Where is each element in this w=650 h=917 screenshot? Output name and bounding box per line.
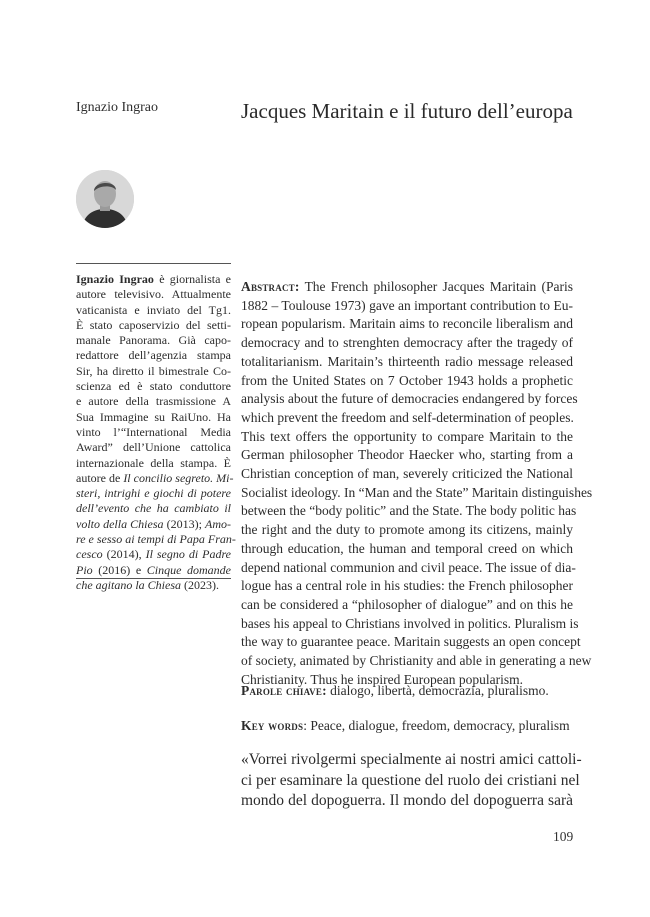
abstract-line: of society, animated by Christianity and able in generating a new (241, 653, 592, 669)
abstract-line: logue has a central role in his studies: the French philosopher (241, 578, 573, 594)
bio-line: vaticanista e inviato del Tg1. (76, 302, 231, 317)
abstract-line: Abstract: The French philosopher Jacques Maritain (Paris (241, 279, 573, 294)
bio-line: Award” dell’Unione cattolica (76, 440, 231, 455)
bio-bottom-rule (76, 578, 231, 579)
bio-line: autore de Il concilio segreto. Mi- (76, 470, 234, 485)
abstract-line: depend national communion and civil peace. The issue of dia- (241, 559, 576, 575)
bio-line: dell’evento che ha cambiato il (76, 501, 231, 516)
bio-line: È stato caposervizio del setti- (76, 317, 231, 332)
page-number: 109 (553, 829, 574, 844)
bio-line: internazionale della stampa. È (76, 455, 231, 470)
bio-line: scienza ed è stato conduttore (76, 379, 231, 394)
abstract-line: through education, the human and temporal creed on which (241, 540, 573, 556)
author-bio (76, 272, 236, 593)
abstract-line: which prevent the freedom and self-determination of peoples. (241, 409, 574, 425)
bio-line: Pio (2016) e Cinque domande (76, 562, 231, 577)
keywords-it-label: Parole chiave: (241, 683, 327, 698)
bio-line: Sua Immagine su RaiUno. Ha (76, 409, 231, 424)
bio-line: re e sesso ai tempi di Papa Fran- (76, 532, 236, 547)
bio-top-rule (76, 263, 231, 264)
author-photo (76, 170, 134, 228)
abstract-line: from the United States on 7 October 1943 holds a prophetic (241, 372, 573, 388)
running-author: Ignazio Ingrao (76, 100, 159, 115)
body-text (241, 750, 582, 812)
body-line: mondo del dopoguerra. Il mondo del dopoguerra sarà (241, 792, 573, 809)
abstract-line: can be considered a “philosopher of dialogue” and on this he (241, 596, 573, 612)
bio-line: Sir, ha diretto il bimestrale Co- (76, 363, 231, 378)
abstract-line: German philosopher Theodor Haecker who, starting from a (241, 447, 573, 463)
body-line: ci per esaminare la questione del ruolo dei cristiani nel (241, 771, 580, 789)
keywords-italian: Parole chiave: dialogo, libertà, democrazia, pluralismo. (241, 683, 549, 698)
abstract-line: democracy and to strenghten democracy after the tragedy of (241, 335, 573, 351)
abstract-line: Christianity. Thus he inspired European popularism. (241, 671, 523, 687)
abstract-line: bases his appeal to Christians involved in politics. Pluralism is (241, 615, 579, 631)
author-portrait-icon (76, 170, 134, 228)
bio-line: manale Panorama. Già capo- (76, 333, 231, 348)
abstract-line: analysis about the future of democracies endangered by forces (241, 391, 578, 407)
abstract-line: This text offers the opportunity to compare Maritain to the (241, 428, 573, 444)
abstract-line: ropean popularism. Maritain aims to reconcile liberalism and (241, 316, 573, 332)
bio-line: vinto l’“International Media (76, 424, 231, 439)
keywords-en-label: Key words (241, 718, 304, 733)
abstract-line: the right and the duty to promote among its citizens, mainly (241, 522, 573, 538)
bio-line: che agitano la Chiesa (2023). (76, 577, 219, 592)
article-title: Jacques Maritain e il futuro dell’europa (241, 99, 573, 123)
abstract-line: Christian conception of man, severely criticized the National (241, 466, 573, 482)
abstract (241, 278, 593, 689)
bio-line: autore televisivo. Attualmente (76, 287, 231, 302)
bio-line: redattore dell’agenzia stampa (76, 348, 231, 363)
abstract-line: Socialist ideology. In “Man and the State” Maritain distinguishes (241, 484, 593, 500)
bio-line: steri, intrighi e giochi di potere (76, 486, 231, 501)
bio-line: volto della Chiesa (2013); Amo- (76, 516, 231, 531)
abstract-line: the way to guarantee peace. Maritain suggests an open concept (241, 634, 581, 650)
abstract-line: between the “body politic” and the State. The body politic has (241, 503, 577, 519)
abstract-label: Abstract: (241, 279, 300, 294)
bio-line: cesco (2014), Il segno di Padre (76, 547, 231, 562)
body-line: «Vorrei rivolgermi specialmente ai nostri amici cattoli- (241, 751, 582, 768)
bio-line: Ignazio Ingrao è giornalista e (76, 272, 231, 286)
bio-line: e autore della trasmissione A (76, 394, 231, 409)
keywords-english: Key words: Peace, dialogue, freedom, democracy, pluralism (241, 718, 570, 733)
abstract-line: 1882 – Toulouse 1973) gave an important contribution to Eu- (241, 297, 573, 313)
abstract-line: totalitarianism. Maritain’s thirteenth radio message released (241, 353, 573, 369)
